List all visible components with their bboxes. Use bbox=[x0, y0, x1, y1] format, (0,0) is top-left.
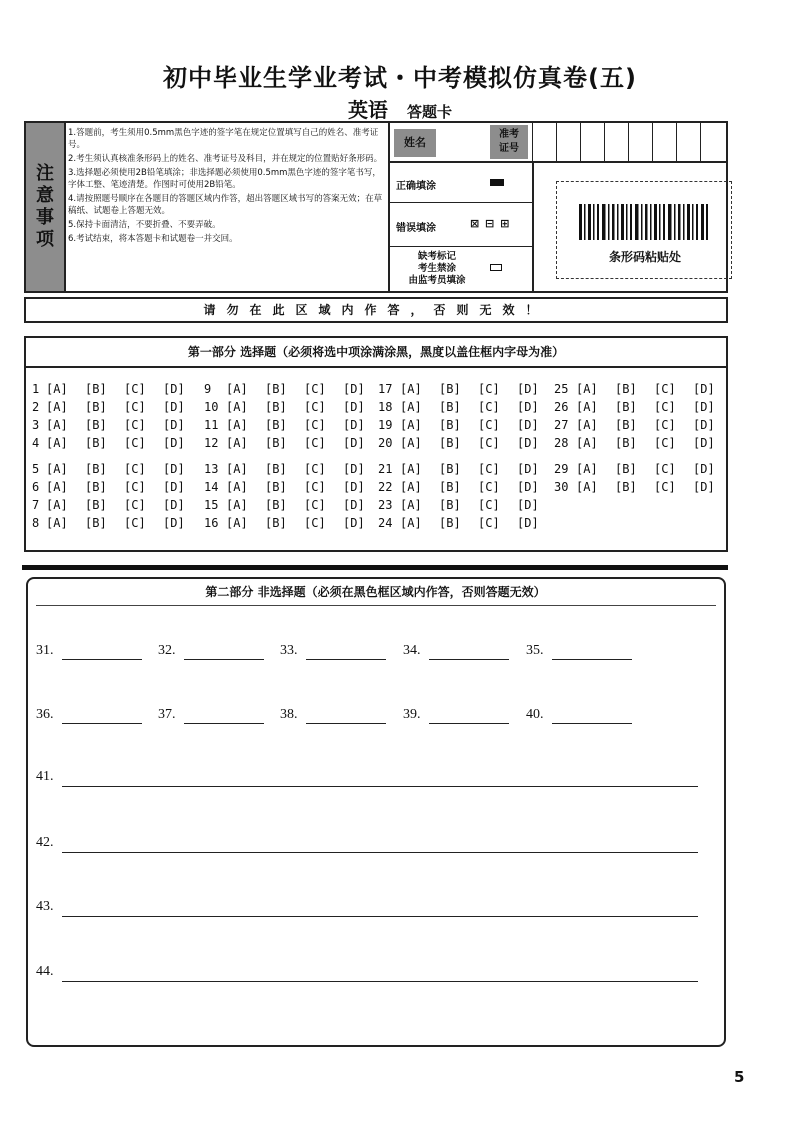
answer-bubble[interactable]: [C] bbox=[478, 480, 500, 494]
long-answer-line[interactable] bbox=[62, 916, 698, 917]
mc-question-row bbox=[554, 382, 732, 396]
question-number: 30 bbox=[554, 480, 569, 494]
exam-digit-box[interactable] bbox=[556, 123, 580, 161]
answer-bubble[interactable]: [B] bbox=[85, 462, 107, 476]
long-answer-number: 41. bbox=[36, 769, 54, 784]
question-number: 27 bbox=[554, 418, 569, 432]
name-label: 姓名 bbox=[394, 129, 436, 157]
answer-line bbox=[552, 659, 632, 660]
section-divider bbox=[22, 565, 728, 570]
blank-number: 37. bbox=[158, 707, 176, 722]
answer-bubble[interactable]: [C] bbox=[124, 462, 146, 476]
notice-char: 项 bbox=[36, 229, 54, 250]
question-number: 15 bbox=[204, 498, 219, 512]
mc-question-row bbox=[32, 480, 202, 494]
exam-digit-box[interactable] bbox=[652, 123, 676, 161]
answer-bubble[interactable]: [A] bbox=[400, 516, 422, 530]
answer-bubble[interactable]: [C] bbox=[124, 480, 146, 494]
answer-bubble[interactable]: [A] bbox=[226, 418, 248, 432]
answer-bubble[interactable]: [C] bbox=[478, 382, 500, 396]
mc-question-row bbox=[378, 400, 556, 414]
answer-bubble[interactable]: [B] bbox=[265, 400, 287, 414]
answer-bubble[interactable]: [A] bbox=[400, 400, 422, 414]
short-answer-blank[interactable] bbox=[280, 643, 298, 659]
answer-bubble[interactable]: [C] bbox=[124, 400, 146, 414]
answer-bubble[interactable]: [C] bbox=[654, 418, 676, 432]
answer-bubble[interactable]: [B] bbox=[615, 480, 637, 494]
answer-bubble[interactable]: [A] bbox=[46, 382, 68, 396]
part2-title: 第二部分 非选择题（必须在黑色框区域内作答，否则答题无效） bbox=[205, 585, 546, 599]
answer-line bbox=[306, 659, 386, 660]
answer-bubble[interactable]: [B] bbox=[265, 462, 287, 476]
mc-question-row bbox=[554, 480, 732, 494]
long-answer-number: 44. bbox=[36, 964, 54, 979]
answer-bubble[interactable]: [C] bbox=[478, 400, 500, 414]
mc-question-row bbox=[32, 516, 202, 530]
answer-bubble[interactable]: [D] bbox=[517, 400, 539, 414]
page-number: 5 bbox=[734, 1068, 745, 1086]
answer-bubble[interactable]: [D] bbox=[693, 462, 715, 476]
question-number: 11 bbox=[204, 418, 219, 432]
question-number: 22 bbox=[378, 480, 393, 494]
answer-bubble[interactable]: [C] bbox=[124, 498, 146, 512]
part2-title-underline bbox=[36, 605, 716, 606]
name-field[interactable] bbox=[438, 125, 488, 159]
answer-bubble[interactable]: [C] bbox=[654, 462, 676, 476]
answer-line bbox=[62, 659, 142, 660]
barcode-label: 条形码粘贴处 bbox=[608, 250, 681, 264]
answer-bubble[interactable]: [A] bbox=[226, 382, 248, 396]
answer-bubble[interactable]: [D] bbox=[343, 462, 365, 476]
notice-char: 注 bbox=[36, 163, 54, 184]
answer-bubble[interactable]: [A] bbox=[400, 418, 422, 432]
answer-bubble[interactable]: [C] bbox=[478, 436, 500, 450]
answer-bubble[interactable]: [D] bbox=[517, 480, 539, 494]
answer-bubble[interactable]: [B] bbox=[439, 400, 461, 414]
answer-bubble[interactable]: [D] bbox=[163, 462, 185, 476]
blank-number: 34. bbox=[403, 643, 421, 658]
answer-bubble[interactable]: [B] bbox=[439, 480, 461, 494]
question-number: 29 bbox=[554, 462, 569, 476]
mc-question-row bbox=[32, 498, 202, 512]
answer-bubble[interactable]: [B] bbox=[85, 480, 107, 494]
answer-bubble[interactable]: [A] bbox=[46, 516, 68, 530]
question-number: 6 bbox=[32, 480, 40, 494]
mc-question-row bbox=[204, 480, 382, 494]
answer-bubble[interactable]: [B] bbox=[265, 382, 287, 396]
name-row bbox=[390, 123, 726, 163]
absent-line: 缺考标记 bbox=[417, 251, 456, 262]
exam-label-line: 准考 bbox=[499, 129, 519, 140]
answer-bubble[interactable]: [B] bbox=[439, 436, 461, 450]
answer-bubble[interactable]: [C] bbox=[654, 436, 676, 450]
answer-bubble[interactable]: [A] bbox=[46, 498, 68, 512]
answer-bubble[interactable]: [B] bbox=[265, 516, 287, 530]
answer-bubble[interactable]: [D] bbox=[517, 462, 539, 476]
question-number: 28 bbox=[554, 436, 569, 450]
exam-digit-box[interactable] bbox=[628, 123, 652, 161]
notice-item: 1.答题前，考生须用0.5mm黑色字迹的签字笔在规定位置填写自己的姓名、准考证号。 bbox=[68, 128, 379, 150]
mc-question-row bbox=[378, 382, 556, 396]
part1-title: 第一部分 选择题（必须将选中项涂满涂黑，黑度以盖住框内字母为准） bbox=[26, 338, 726, 368]
wrong-fill-row bbox=[390, 203, 532, 247]
question-number: 21 bbox=[378, 462, 393, 476]
short-answer-blank[interactable] bbox=[158, 707, 176, 723]
answer-bubble[interactable]: [B] bbox=[439, 418, 461, 432]
blank-number: 36. bbox=[36, 707, 54, 722]
question-number: 8 bbox=[32, 516, 40, 530]
answer-bubble[interactable]: [B] bbox=[85, 400, 107, 414]
mc-question-row bbox=[378, 418, 556, 432]
answer-bubble[interactable]: [D] bbox=[163, 498, 185, 512]
short-answer-blank[interactable] bbox=[526, 643, 544, 659]
answer-bubble[interactable]: [C] bbox=[654, 382, 676, 396]
answer-bubble[interactable]: [D] bbox=[343, 382, 365, 396]
short-answer-blank[interactable] bbox=[158, 643, 176, 659]
answer-bubble[interactable]: [C] bbox=[478, 516, 500, 530]
answer-line bbox=[429, 723, 509, 724]
correct-fill-label: 正确填涂 bbox=[396, 181, 436, 192]
exam-label-line: 证号 bbox=[499, 143, 519, 154]
blank-number: 38. bbox=[280, 707, 298, 722]
part1-section bbox=[24, 336, 728, 552]
question-number: 14 bbox=[204, 480, 219, 494]
mc-question-row bbox=[32, 462, 202, 476]
notice-item: 3.选择题必须使用2B铅笔填涂；非选择题必须使用0.5mm黑色字迹的签字笔书写，字体工整、笔迹清楚。作图时可使用2B铅笔。 bbox=[68, 168, 381, 190]
notice-char: 事 bbox=[36, 207, 54, 228]
mc-question-row bbox=[554, 418, 732, 432]
question-number: 13 bbox=[204, 462, 219, 476]
answer-bubble[interactable]: [B] bbox=[85, 436, 107, 450]
answer-bubble[interactable]: [D] bbox=[343, 498, 365, 512]
answer-bubble[interactable]: [A] bbox=[576, 382, 598, 396]
answer-bubble[interactable]: [C] bbox=[654, 400, 676, 414]
answer-bubble[interactable]: [A] bbox=[400, 462, 422, 476]
question-number: 20 bbox=[378, 436, 393, 450]
mc-question-row bbox=[32, 400, 202, 414]
blank-number: 40. bbox=[526, 707, 544, 722]
answer-bubble[interactable]: [B] bbox=[439, 462, 461, 476]
answer-bubble[interactable]: [D] bbox=[693, 382, 715, 396]
answer-bubble[interactable]: [A] bbox=[46, 436, 68, 450]
answer-bubble[interactable]: [D] bbox=[343, 480, 365, 494]
question-number: 25 bbox=[554, 382, 569, 396]
absent-line: 由监考员填涂 bbox=[408, 275, 466, 286]
exam-digit-box[interactable] bbox=[676, 123, 700, 161]
fill-guide bbox=[390, 163, 534, 291]
absent-row bbox=[390, 247, 532, 291]
mc-question-row bbox=[32, 418, 202, 432]
question-number: 16 bbox=[204, 516, 219, 530]
mc-question-row bbox=[554, 400, 732, 414]
mc-question-row bbox=[204, 418, 382, 432]
answer-bubble[interactable]: [B] bbox=[85, 382, 107, 396]
answer-bubble[interactable]: [D] bbox=[693, 436, 715, 450]
answer-bubble[interactable]: [C] bbox=[304, 418, 326, 432]
mc-question-row bbox=[378, 462, 556, 476]
question-number: 26 bbox=[554, 400, 569, 414]
blank-number: 33. bbox=[280, 643, 298, 658]
correct-fill-row bbox=[390, 163, 532, 203]
answer-bubble[interactable]: [A] bbox=[576, 436, 598, 450]
mc-question-row bbox=[204, 436, 382, 450]
mc-question-row bbox=[378, 436, 556, 450]
answer-line bbox=[184, 659, 264, 660]
answer-bubble[interactable]: [C] bbox=[304, 498, 326, 512]
mc-question-row bbox=[204, 462, 382, 476]
wrong-fill-label: 错误填涂 bbox=[396, 223, 436, 234]
answer-bubble[interactable]: [D] bbox=[163, 480, 185, 494]
short-answer-blank[interactable] bbox=[403, 643, 421, 659]
question-number: 17 bbox=[378, 382, 393, 396]
answer-bubble[interactable]: [A] bbox=[226, 462, 248, 476]
answer-bubble[interactable]: [B] bbox=[85, 418, 107, 432]
answer-bubble[interactable]: [D] bbox=[517, 436, 539, 450]
barcode-paste-zone bbox=[556, 181, 732, 279]
answer-bubble[interactable]: [A] bbox=[226, 436, 248, 450]
question-number: 19 bbox=[378, 418, 393, 432]
answer-bubble[interactable]: [B] bbox=[265, 418, 287, 432]
short-answer-blank[interactable] bbox=[280, 707, 298, 723]
mc-question-row bbox=[204, 498, 382, 512]
question-number: 18 bbox=[378, 400, 393, 414]
question-number: 4 bbox=[32, 436, 40, 450]
filled-mark-icon bbox=[490, 178, 504, 189]
mc-question-row bbox=[554, 462, 732, 476]
answer-bubble[interactable]: [B] bbox=[439, 498, 461, 512]
blank-number: 31. bbox=[36, 643, 54, 658]
header-block bbox=[24, 121, 728, 293]
answer-bubble[interactable]: [D] bbox=[693, 400, 715, 414]
short-answer-blank[interactable] bbox=[403, 707, 421, 723]
question-number: 9 bbox=[204, 382, 212, 396]
barcode-icon bbox=[579, 204, 709, 240]
answer-bubble[interactable]: [D] bbox=[693, 418, 715, 432]
short-answer-blank[interactable] bbox=[36, 707, 54, 723]
answer-bubble[interactable]: [D] bbox=[163, 516, 185, 530]
answer-bubble[interactable]: [C] bbox=[124, 516, 146, 530]
notice-item: 2.考生须认真核准条形码上的姓名、准考证号及科目，并在规定的位置贴好条形码。 bbox=[68, 154, 383, 164]
absent-label bbox=[392, 251, 482, 287]
answer-bubble[interactable]: [C] bbox=[304, 400, 326, 414]
warning-banner: 请勿在此区域内作答，否则无效！ bbox=[24, 297, 728, 323]
notice-item: 6.考试结束，将本答题卡和试题卷一并交回。 bbox=[68, 234, 238, 244]
notice-list bbox=[68, 127, 388, 247]
answer-bubble[interactable]: [B] bbox=[615, 400, 637, 414]
question-number: 5 bbox=[32, 462, 40, 476]
answer-bubble[interactable]: [D] bbox=[693, 480, 715, 494]
blank-number: 39. bbox=[403, 707, 421, 722]
answer-bubble[interactable]: [B] bbox=[265, 498, 287, 512]
question-number: 24 bbox=[378, 516, 393, 530]
answer-bubble[interactable]: [B] bbox=[85, 516, 107, 530]
answer-bubble[interactable]: [A] bbox=[576, 462, 598, 476]
answer-bubble[interactable]: [D] bbox=[517, 382, 539, 396]
answer-line bbox=[306, 723, 386, 724]
page-title: 初中毕业生学业考试・中考模拟仿真卷(五) bbox=[163, 64, 637, 92]
answer-bubble[interactable]: [C] bbox=[304, 516, 326, 530]
notice-item: 5.保持卡面清洁，不要折叠、不要弄破。 bbox=[68, 220, 221, 230]
long-answer-number: 42. bbox=[36, 835, 54, 850]
subject-label: 英语 bbox=[347, 98, 388, 122]
answer-bubble[interactable]: [D] bbox=[163, 400, 185, 414]
answer-bubble[interactable]: [A] bbox=[46, 462, 68, 476]
part2-section bbox=[26, 577, 726, 1047]
mc-question-row bbox=[204, 516, 382, 530]
exam-digit-box[interactable] bbox=[604, 123, 628, 161]
mc-question-row bbox=[554, 436, 732, 450]
long-answer-line[interactable] bbox=[62, 852, 698, 853]
answer-bubble[interactable]: [C] bbox=[124, 382, 146, 396]
answer-bubble[interactable]: [B] bbox=[615, 462, 637, 476]
answer-bubble[interactable]: [C] bbox=[124, 436, 146, 450]
short-answer-blank[interactable] bbox=[526, 707, 544, 723]
question-number: 1 bbox=[32, 382, 40, 396]
card-label: 答题卡 bbox=[407, 103, 453, 121]
mc-question-row bbox=[378, 480, 556, 494]
mc-question-row bbox=[378, 498, 556, 512]
answer-bubble[interactable]: [B] bbox=[85, 498, 107, 512]
answer-bubble[interactable]: [D] bbox=[517, 418, 539, 432]
mc-question-row bbox=[378, 516, 556, 530]
question-number: 10 bbox=[204, 400, 219, 414]
exam-digit-box[interactable] bbox=[700, 123, 724, 161]
answer-bubble[interactable]: [B] bbox=[439, 382, 461, 396]
answer-bubble[interactable]: [C] bbox=[478, 418, 500, 432]
answer-bubble[interactable]: [B] bbox=[615, 382, 637, 396]
barcode-area bbox=[534, 163, 726, 291]
answer-bubble[interactable]: [C] bbox=[654, 480, 676, 494]
question-number: 3 bbox=[32, 418, 40, 432]
answer-bubble[interactable]: [D] bbox=[163, 418, 185, 432]
question-number: 7 bbox=[32, 498, 40, 512]
answer-bubble[interactable]: [A] bbox=[226, 400, 248, 414]
long-answer-line[interactable] bbox=[62, 981, 698, 982]
answer-bubble[interactable]: [A] bbox=[46, 418, 68, 432]
long-answer-number: 43. bbox=[36, 899, 54, 914]
answer-bubble[interactable]: [B] bbox=[615, 436, 637, 450]
mc-question-row bbox=[32, 382, 202, 396]
answer-bubble[interactable]: [D] bbox=[163, 382, 185, 396]
answer-bubble[interactable]: [B] bbox=[439, 516, 461, 530]
notice-item: 4.请按照题号顺序在各题目的答题区域内作答，超出答题区域书写的答案无效；在草稿纸、试题卷上答题无效。 bbox=[68, 194, 383, 216]
blank-number: 32. bbox=[158, 643, 176, 658]
answer-bubble[interactable]: [A] bbox=[46, 400, 68, 414]
answer-line bbox=[184, 723, 264, 724]
answer-bubble[interactable]: [A] bbox=[400, 498, 422, 512]
exam-digit-box[interactable] bbox=[580, 123, 604, 161]
answer-bubble[interactable]: [A] bbox=[400, 480, 422, 494]
exam-number-label bbox=[490, 125, 528, 159]
answer-bubble[interactable]: [A] bbox=[400, 436, 422, 450]
answer-bubble[interactable]: [C] bbox=[304, 382, 326, 396]
answer-bubble[interactable]: [A] bbox=[576, 418, 598, 432]
answer-bubble[interactable]: [C] bbox=[304, 436, 326, 450]
mc-question-row bbox=[204, 400, 382, 414]
answer-bubble[interactable]: [A] bbox=[576, 400, 598, 414]
answer-bubble[interactable]: [C] bbox=[124, 418, 146, 432]
answer-bubble[interactable]: [C] bbox=[478, 498, 500, 512]
answer-line bbox=[552, 723, 632, 724]
answer-line bbox=[429, 659, 509, 660]
answer-bubble[interactable]: [D] bbox=[343, 418, 365, 432]
answer-bubble[interactable]: [D] bbox=[517, 516, 539, 530]
notice-char: 意 bbox=[36, 185, 54, 206]
question-number: 2 bbox=[32, 400, 40, 414]
exam-digit-box[interactable] bbox=[532, 123, 556, 161]
absent-checkbox[interactable] bbox=[490, 263, 502, 274]
answer-bubble[interactable]: [A] bbox=[46, 480, 68, 494]
mc-question-row bbox=[32, 436, 202, 450]
answer-bubble[interactable]: [A] bbox=[400, 382, 422, 396]
answer-bubble[interactable]: [A] bbox=[226, 480, 248, 494]
absent-line: 考生禁涂 bbox=[417, 263, 456, 274]
answer-bubble[interactable]: [C] bbox=[478, 462, 500, 476]
answer-bubble[interactable]: [C] bbox=[304, 462, 326, 476]
answer-bubble[interactable]: [D] bbox=[343, 436, 365, 450]
answer-bubble[interactable]: [B] bbox=[615, 418, 637, 432]
short-answer-blank[interactable] bbox=[36, 643, 54, 659]
question-number: 23 bbox=[378, 498, 393, 512]
answer-bubble[interactable]: [D] bbox=[517, 498, 539, 512]
answer-bubble[interactable]: [D] bbox=[163, 436, 185, 450]
answer-bubble[interactable]: [A] bbox=[226, 516, 248, 530]
answer-bubble[interactable]: [A] bbox=[226, 498, 248, 512]
mc-question-row bbox=[204, 382, 382, 396]
answer-bubble[interactable]: [B] bbox=[265, 436, 287, 450]
answer-bubble[interactable]: [A] bbox=[576, 480, 598, 494]
answer-line bbox=[62, 723, 142, 724]
long-answer-line[interactable] bbox=[62, 786, 698, 787]
answer-bubble[interactable]: [D] bbox=[343, 516, 365, 530]
notice-side-label bbox=[26, 123, 66, 291]
answer-bubble[interactable]: [D] bbox=[343, 400, 365, 414]
blank-number: 35. bbox=[526, 643, 544, 658]
question-number: 12 bbox=[204, 436, 219, 450]
answer-bubble[interactable]: [B] bbox=[265, 480, 287, 494]
subtitle bbox=[0, 94, 800, 123]
wrong-mark-icons: ⊠ ⊟ ⊞ bbox=[470, 217, 511, 230]
answer-bubble[interactable]: [C] bbox=[304, 480, 326, 494]
